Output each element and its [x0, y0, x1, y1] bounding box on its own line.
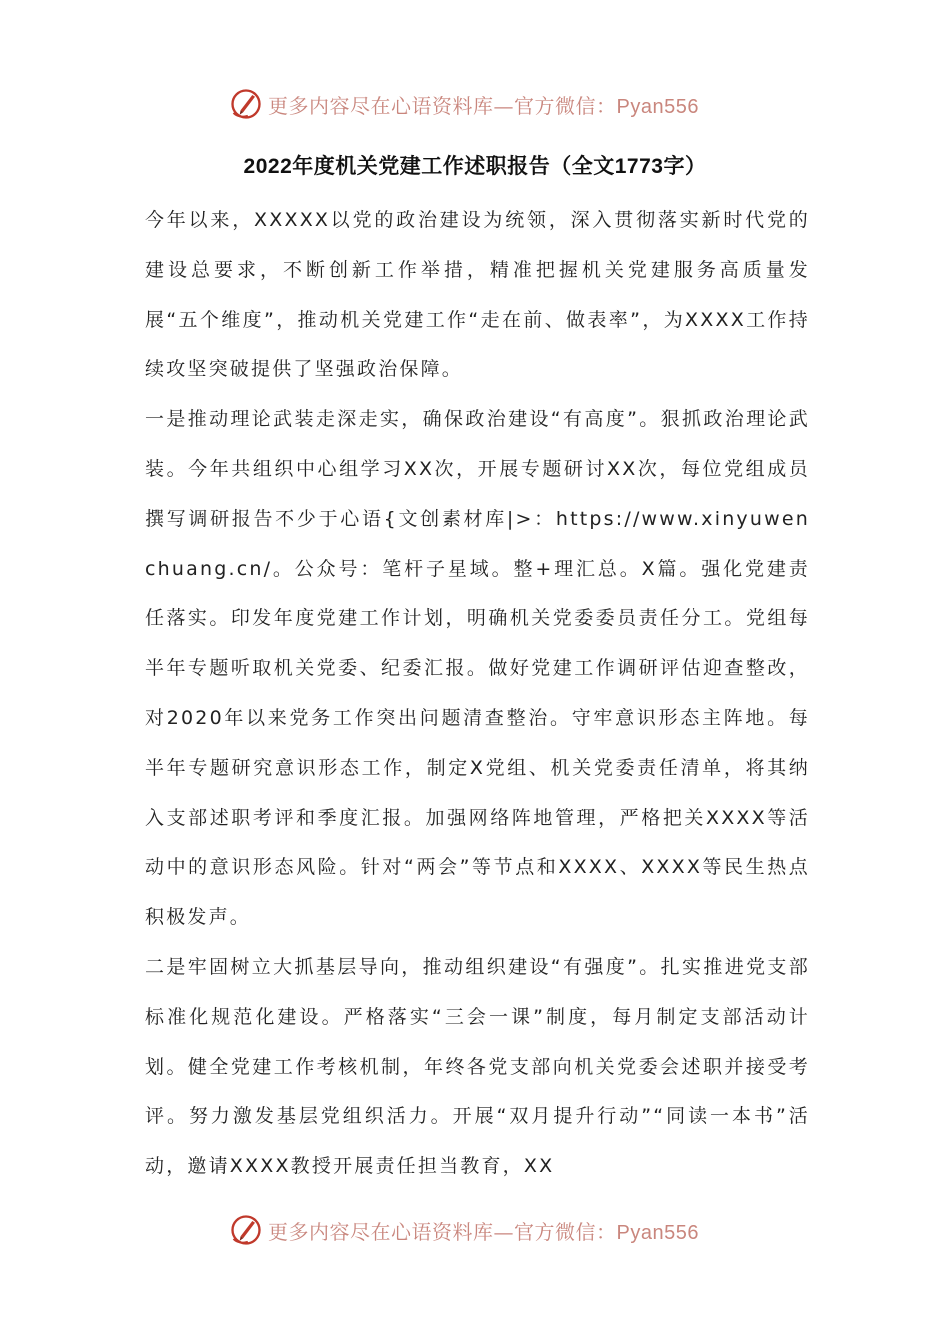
wechat-id: Pyan556 [616, 1221, 699, 1244]
banner-text: 更多内容尽在心语资料库—官方微信：Pyan556 [268, 1219, 699, 1244]
document-title: 2022年度机关党建工作述职报告（全文1773字） [243, 155, 707, 178]
paragraph-political-building: 一是推动理论武装走深走实，确保政治建设“有高度”。狠抓政治理论武装。今年共组织中心组学习XX次，开展专题研讨XX次，每位党组成员撰写调研报告不少于心语{文创素材库|>：https://www.xinyuwenchuang.cn/。公众号：笔杆子星域。整+理汇总。X篇。强化党建责任落实。印发年度党建工作计划，明确机关党委委员责任分工。党组每半年专题听取机关党委、纪委汇报。做好党建工作调研评估迎查整改，对2020年以来党务工作突出问题清查整治。守牢意识形态主阵地。每半年专题研究意识形态工作，制定X党组、机关党委责任清单，将其纳入支部述职考评和季度汇报。加强网络阵地管理，严格把关XXXX等活动中的意识形态风险。针对“两会”等节点和XXXX、XXXX等民生热点积极发声。 [145, 408, 810, 929]
wechat-id: Pyan556 [616, 95, 699, 118]
pen-logo-icon [228, 86, 264, 122]
banner-text: 更多内容尽在心语资料库—官方微信：Pyan556 [268, 93, 699, 118]
footer-watermark-banner [0, 1210, 950, 1250]
paragraph-intro: 今年以来，XXXXX以党的政治建设为统领，深入贯彻落实新时代党的建设总要求，不断创新工作举措，精准把握机关党建服务高质量发展“五个维度”，推动机关党建工作“走在前、做表率”，为XXXX工作持续攻坚突破提供了坚强政治保障。 [145, 209, 810, 381]
pen-logo-icon [228, 1212, 264, 1248]
paragraph-organization-building: 二是牢固树立大抓基层导向，推动组织建设“有强度”。扎实推进党支部标准化规范化建设。严格落实“三会一课”制度，每月制定支部活动计划。健全党建工作考核机制，年终各党支部向机关党委会述职并接受考评。努力激发基层党组织活力。开展“双月提升行动”“同读一本书”活动，邀请XXXX教授开展责任担当教育，XX [145, 955, 810, 1178]
header-watermark-banner [0, 84, 950, 124]
document-body [145, 196, 810, 1192]
